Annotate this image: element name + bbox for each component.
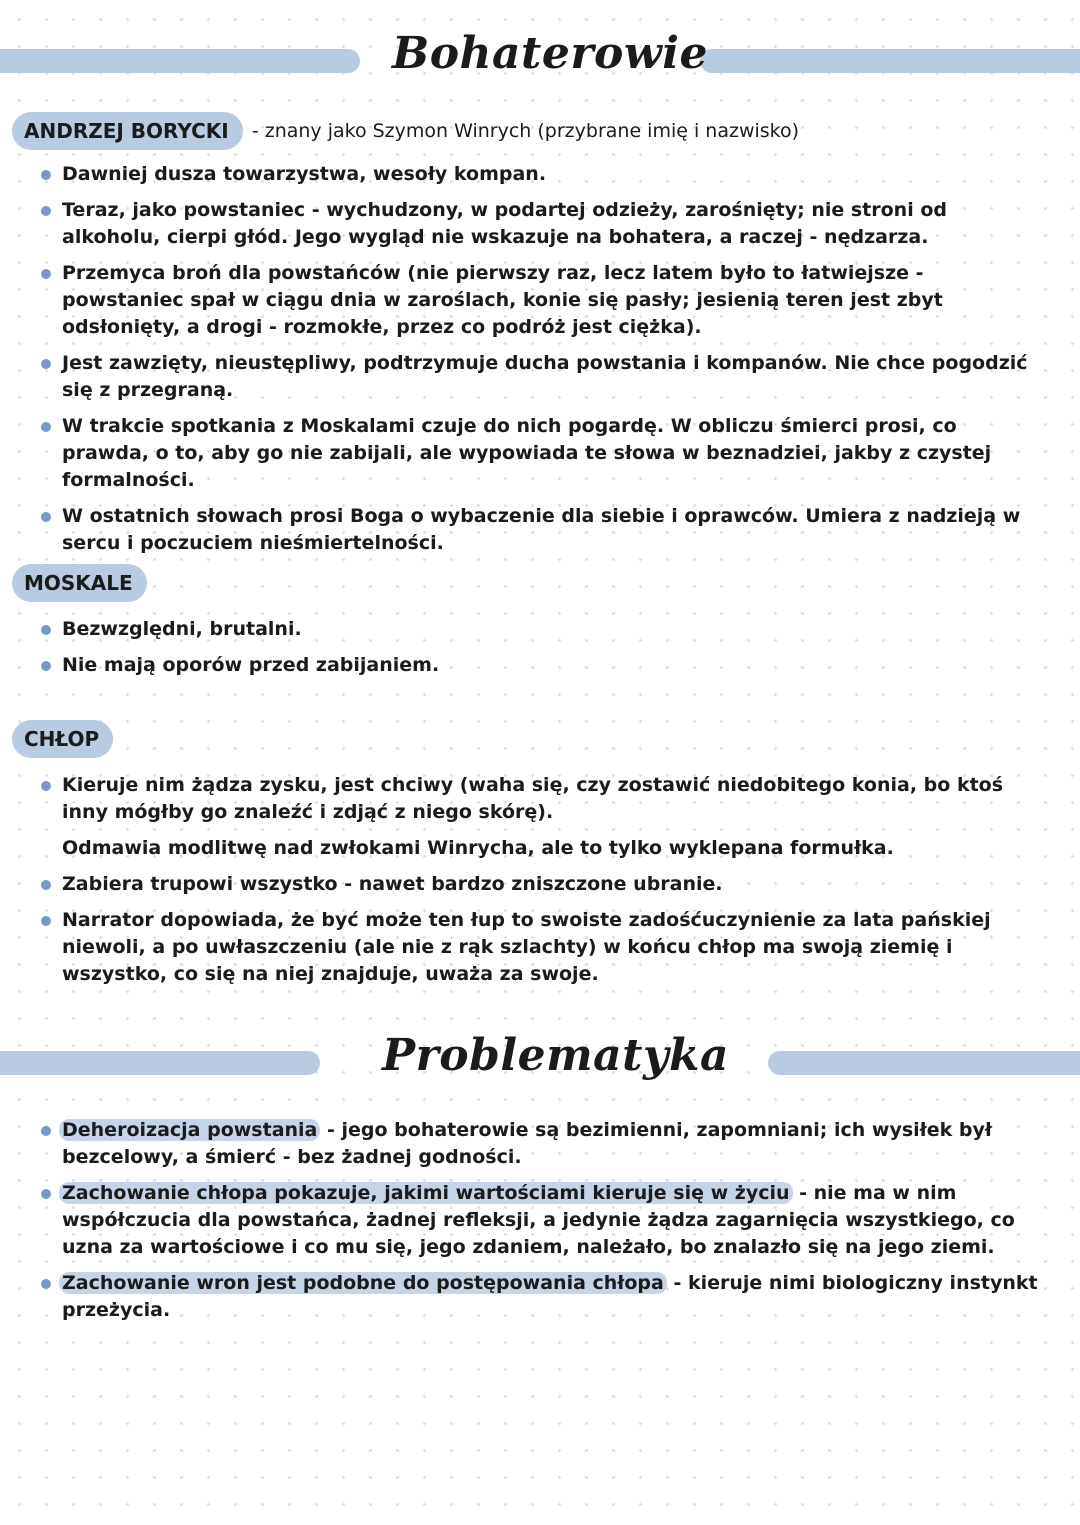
list-item: Narrator dopowiada, że być może ten łup to swoiste zadośćuczynienie za lata pańskiej niewoli, a po uwłaszczeniu (ale nie z rąk szlachty) w końcu chłop ma swoją ziemię i wszystko, co się na niej znajduje, uważa za swoje. [36, 907, 1046, 988]
problematyka-list [36, 1117, 1046, 1333]
heading-band-left-problematyka [0, 1051, 320, 1075]
list-item: Zabiera trupowi wszystko - nawet bardzo zniszczone ubranie. [36, 871, 1046, 898]
list-item: Jest zawzięty, nieustępliwy, podtrzymuje ducha powstania i kompanów. Nie chce pogodzić się z przegraną. [36, 350, 1046, 404]
list-item [36, 1180, 1046, 1261]
list-item: Bezwzględni, brutalni. [36, 616, 1046, 643]
moskale-traits-list [36, 616, 1046, 688]
list-item [36, 1270, 1046, 1324]
heading-band-right-problematyka [768, 1051, 1080, 1075]
highlighted-phrase: Zachowanie chłopa pokazuje, jakimi wartościami kieruje się w życiu [59, 1182, 793, 1204]
list-item-text: - nie ma w nim współczucia dla powstańca, żadnej refleksji, a jedynie żądza zagarnięcia wszystkiego, co uzna za wartościowe i co mu się, jego zdaniem, należało, bo znalazło się na jego ziemi. [62, 1182, 1015, 1258]
character-description-andrzej: - znany jako Szymon Winrych (przybrane imię i nazwisko) [251, 120, 800, 142]
list-item [36, 1117, 1046, 1171]
heading-band-right [700, 49, 1080, 73]
character-label-andrzej: ANDRZEJ BORYCKI [12, 112, 243, 150]
character-label-chlop: CHŁOP [12, 720, 113, 758]
list-item-text: - kieruje nimi biologiczny instynkt przeżycia. [62, 1272, 1038, 1321]
list-item: Dawniej dusza towarzystwa, wesoły kompan. [36, 161, 1046, 188]
list-item: W trakcie spotkania z Moskalami czuje do nich pogardę. W obliczu śmierci prosi, co prawda, o to, aby go nie zabijali, ale wypowiada te słowa w beznadziei, jakby z czystej formalności. [36, 413, 1046, 494]
section-title-bohaterowie: Bohaterowie [392, 28, 708, 79]
list-item-text: - jego bohaterowie są bezimienni, zapomniani; ich wysiłek był bezcelowy, a śmierć - bez żadnej godności. [62, 1119, 992, 1168]
list-item: Nie mają oporów przed zabijaniem. [36, 652, 1046, 679]
highlighted-phrase: Zachowanie wron jest podobne do postępowania chłopa [59, 1272, 667, 1294]
list-item: Odmawia modlitwę nad zwłokami Winrycha, ale to tylko wyklepana formułka. [62, 837, 894, 859]
list-item: Przemyca broń dla powstańców (nie pierwszy raz, lecz latem było to łatwiejsze - powstaniec spał w ciągu dnia w zaroślach, konie się pasły; jesienią teren jest zbyt odsłonięty, a drogi - rozmokłe, przez co podróż jest ciężka). [36, 260, 1046, 341]
character-label-moskale: MOSKALE [12, 564, 147, 602]
heading-band-left [0, 49, 360, 73]
character-header-andrzej [12, 112, 799, 150]
list-item: Teraz, jako powstaniec - wychudzony, w podartej odzieży, zarośnięty; nie stroni od alkoholu, cierpi głód. Jego wygląd nie wskazuje na bohatera, a raczej - nędzarza. [36, 197, 1046, 251]
highlighted-phrase: Deheroizacja powstania [59, 1119, 320, 1141]
andrzej-traits-list [36, 161, 1046, 566]
section-title-problematyka: Problematyka [382, 1030, 730, 1081]
chlop-traits-list [36, 772, 1046, 997]
list-item: W ostatnich słowach prosi Boga o wybaczenie dla siebie i oprawców. Umiera z nadzieją w sercu i poczuciem nieśmiertelności. [36, 503, 1046, 557]
list-item: Kieruje nim żądza zysku, jest chciwy (waha się, czy zostawić niedobitego konia, bo ktoś inny mógłby go znaleźć i zdjąć z niego skórę). [36, 772, 1046, 826]
